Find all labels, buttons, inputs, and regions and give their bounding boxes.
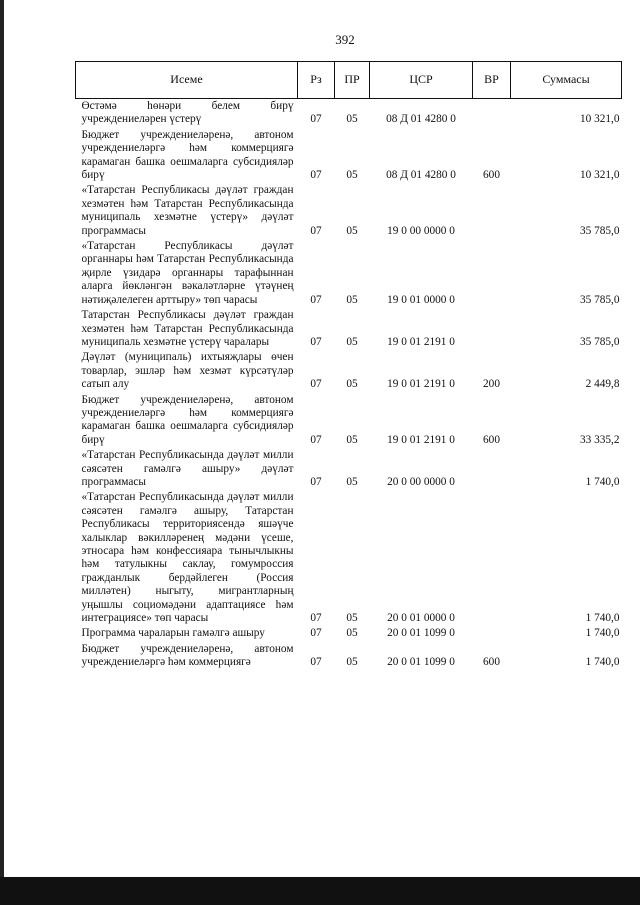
row-sum: 1 740,0 — [585, 612, 620, 625]
row-pr: 05 — [346, 612, 358, 625]
row-rz: 07 — [310, 627, 322, 640]
row-csr: 20 0 01 1099 0 — [387, 627, 455, 640]
row-pr: 05 — [346, 335, 358, 348]
row-vr — [473, 239, 511, 308]
row-name: Бюджет учреждениеләренә, автоном учреждениеләргә һәм коммерциягә — [81, 642, 294, 669]
row-name: Программа чараларын гамәлгә ашыру — [81, 627, 265, 640]
row-pr: 05 — [346, 224, 358, 237]
row-csr: 08 Д 01 4280 0 — [386, 169, 456, 182]
header-name: Исеме — [76, 62, 298, 99]
row-rz: 07 — [310, 378, 322, 391]
table-body — [76, 99, 622, 671]
scan-left-edge — [0, 0, 4, 905]
row-rz: 07 — [310, 656, 322, 669]
row-csr: 20 0 01 1099 0 — [387, 656, 455, 669]
table-row — [76, 239, 622, 308]
row-name: «Татарстан Республикасы дәүләт граждан хезмәтен һәм Татарстан Республикасында муниципаль хезмәтне үстерү» дәүләт программасы — [81, 184, 294, 237]
row-csr: 19 0 01 0000 0 — [387, 293, 455, 306]
row-sum: 35 785,0 — [579, 293, 620, 306]
row-vr — [473, 99, 511, 128]
row-vr — [473, 448, 511, 490]
row-sum: 1 740,0 — [585, 475, 620, 488]
row-csr: 08 Д 01 4280 0 — [386, 113, 456, 126]
row-sum: 35 785,0 — [579, 335, 620, 348]
row-name: «Татарстан Республикасында дәүләт милли сәясәтен гамәлгә ашыру» дәүләт программасы — [81, 449, 294, 488]
row-name: «Татарстан Республикасы дәүләт органнары һәм Татарстан Республикасында җирле үзидарә органнары тарафыннан аларга йөкләнгән вәкаләтләрне үтәүнең нәтиҗәлелеген арттыру» төп чарасы — [81, 240, 294, 306]
header-pr: ПР — [335, 62, 370, 99]
row-vr — [473, 626, 511, 641]
table-row — [76, 642, 622, 671]
table-row — [76, 448, 622, 490]
row-csr: 20 0 00 0000 0 — [387, 475, 455, 488]
table-row — [76, 183, 622, 239]
row-sum: 2 449,8 — [585, 378, 620, 391]
row-rz: 07 — [310, 475, 322, 488]
row-name: Дәүләт (муниципаль) ихтыяҗлары өчен товарлар, эшләр һәм хезмәт күрсәтүләр сатып алу — [81, 351, 294, 391]
row-vr — [473, 308, 511, 350]
table-row — [76, 393, 622, 449]
header-csr: ЦСР — [370, 62, 473, 99]
row-rz: 07 — [310, 433, 322, 446]
budget-table — [75, 61, 622, 671]
row-vr: 600 — [483, 656, 500, 669]
row-name: Өстәмә һөнәри белем бирү учреждениеләрен үстерү — [81, 100, 294, 126]
row-pr: 05 — [346, 475, 358, 488]
header-vr: ВР — [473, 62, 511, 99]
row-pr: 05 — [346, 656, 358, 669]
table-row — [76, 308, 622, 350]
row-sum: 10 321,0 — [579, 113, 620, 126]
row-sum: 33 335,2 — [579, 433, 620, 446]
row-pr: 05 — [346, 113, 358, 126]
row-csr: 20 0 01 0000 0 — [387, 612, 455, 625]
row-csr: 19 0 01 2191 0 — [387, 335, 455, 348]
row-rz: 07 — [310, 335, 322, 348]
row-rz: 07 — [310, 113, 322, 126]
row-vr: 200 — [483, 378, 500, 391]
row-pr: 05 — [346, 293, 358, 306]
table-row — [76, 626, 622, 641]
table-row — [76, 490, 622, 626]
table-row — [76, 99, 622, 128]
row-csr: 19 0 00 0000 0 — [387, 224, 455, 237]
row-vr — [473, 183, 511, 239]
scan-bottom-border — [0, 877, 640, 905]
row-sum: 1 740,0 — [585, 656, 620, 669]
row-csr: 19 0 01 2191 0 — [387, 378, 455, 391]
row-rz: 07 — [310, 224, 322, 237]
row-name: Бюджет учреждениеләренә, автоном учреждениеләргә һәм коммерциягә карамаган башка оешмаларга субсидияләр бирү — [81, 393, 294, 446]
row-vr — [473, 490, 511, 626]
header-rz: Рз — [298, 62, 335, 99]
row-sum: 1 740,0 — [585, 627, 620, 640]
row-pr: 05 — [346, 169, 358, 182]
row-csr: 19 0 01 2191 0 — [387, 433, 455, 446]
row-rz: 07 — [310, 293, 322, 306]
row-rz: 07 — [310, 169, 322, 182]
row-vr: 600 — [483, 433, 500, 446]
row-sum: 35 785,0 — [579, 224, 620, 237]
table-row — [76, 128, 622, 184]
row-name: Бюджет учреждениеләренә, автоном учреждениеләргә һәм коммерциягә карамаган башка оешмаларга субсидияләр бирү — [81, 128, 294, 182]
page-number: 392 — [335, 32, 355, 47]
row-vr: 600 — [483, 169, 500, 182]
row-name: «Татарстан Республикасында дәүләт милли сәясәтен гамәлгә ашыру, Татарстан Республикасы территориясендә яшәүче халыклар вәкилләренең мәдәни үсеше, этносара һәм конфессияара тынычлыкны һәм татулыкны саклау, гомумроссия гражданлык бердәйлеген (Россия милләтен) ныгыту, мигрантларның уңышлы социомәдәни адаптациясе һәм интеграциясе» төп чарасы — [81, 491, 294, 625]
row-pr: 05 — [346, 627, 358, 640]
row-sum: 10 321,0 — [579, 169, 620, 182]
row-pr: 05 — [346, 378, 358, 391]
table-header — [76, 62, 622, 99]
row-pr: 05 — [346, 433, 358, 446]
table-row — [76, 350, 622, 392]
row-name: Татарстан Республикасы дәүләт граждан хезмәтен һәм Татарстан Республикасында муниципаль хезмәтне үстерү чаралары — [81, 309, 294, 348]
header-sum: Суммасы — [511, 62, 622, 99]
row-rz: 07 — [310, 612, 322, 625]
